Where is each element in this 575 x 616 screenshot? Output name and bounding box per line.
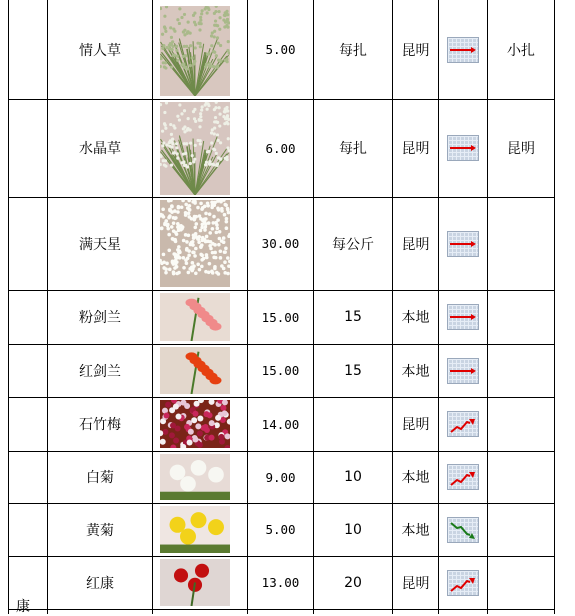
trend-cell <box>439 290 487 344</box>
trend-flat-icon <box>447 231 479 257</box>
trend-up-icon <box>447 570 479 596</box>
flower-photo <box>160 347 230 394</box>
flower-name: 红康 <box>48 556 152 609</box>
unit: 每公斤 <box>314 197 392 290</box>
origin: 昆明 <box>393 556 438 609</box>
table-row <box>0 99 575 197</box>
flower-name: 水晶草 <box>48 99 152 197</box>
unit <box>314 397 392 451</box>
note <box>488 503 554 556</box>
trend-cell <box>439 197 487 290</box>
trend-cell <box>439 99 487 197</box>
table-row <box>0 451 575 503</box>
note <box>488 344 554 397</box>
origin: 昆明 <box>393 197 438 290</box>
trend-flat-icon <box>447 304 479 330</box>
flower-photo <box>160 293 230 341</box>
flower-photo <box>160 200 230 287</box>
table-row <box>0 556 575 609</box>
flower-photo <box>160 6 230 96</box>
flower-photo <box>160 559 230 606</box>
price: 15.00 <box>248 344 313 397</box>
unit: 20 <box>314 556 392 609</box>
trend-up-icon <box>447 464 479 490</box>
unit: 每扎 <box>314 0 392 99</box>
flower-name: 黄菊 <box>48 503 152 556</box>
note <box>488 197 554 290</box>
price: 14.00 <box>248 397 313 451</box>
origin: 昆明 <box>393 99 438 197</box>
table-row <box>0 0 575 99</box>
unit: 15 <box>314 290 392 344</box>
trend-cell <box>439 344 487 397</box>
unit: 10 <box>314 451 392 503</box>
trend-flat-icon <box>447 37 479 63</box>
flower-name: 满天星 <box>48 197 152 290</box>
origin: 本地 <box>393 451 438 503</box>
note <box>488 556 554 609</box>
trend-cell <box>439 556 487 609</box>
price: 30.00 <box>248 197 313 290</box>
note <box>488 451 554 503</box>
flower-photo <box>160 506 230 553</box>
origin: 本地 <box>393 290 438 344</box>
origin: 昆明 <box>393 397 438 451</box>
flower-name: 红剑兰 <box>48 344 152 397</box>
category-label: 康 <box>16 596 30 616</box>
table-row <box>0 344 575 397</box>
trend-down-icon <box>447 517 479 543</box>
table-row <box>0 197 575 290</box>
flower-name: 粉剑兰 <box>48 290 152 344</box>
trend-cell <box>439 503 487 556</box>
note: 小扎 <box>488 0 554 99</box>
price: 5.00 <box>248 503 313 556</box>
flower-name: 白菊 <box>48 451 152 503</box>
origin: 昆明 <box>393 0 438 99</box>
flower-photo <box>160 102 230 195</box>
price: 15.00 <box>248 290 313 344</box>
flower-name: 石竹梅 <box>48 397 152 451</box>
note <box>488 397 554 451</box>
trend-flat-icon <box>447 358 479 384</box>
price: 9.00 <box>248 451 313 503</box>
note <box>488 290 554 344</box>
trend-cell <box>439 451 487 503</box>
flower-photo <box>160 454 230 500</box>
price: 13.00 <box>248 556 313 609</box>
origin: 本地 <box>393 503 438 556</box>
table-row <box>0 503 575 556</box>
grid-line <box>8 609 554 610</box>
note: 昆明 <box>488 99 554 197</box>
flower-photo <box>160 400 230 448</box>
trend-cell <box>439 0 487 99</box>
unit: 每扎 <box>314 99 392 197</box>
trend-flat-icon <box>447 135 479 161</box>
trend-cell <box>439 397 487 451</box>
price: 5.00 <box>248 0 313 99</box>
unit: 15 <box>314 344 392 397</box>
table-row <box>0 290 575 344</box>
trend-up-icon <box>447 411 479 437</box>
table-row <box>0 397 575 451</box>
flower-name: 情人草 <box>48 0 152 99</box>
origin: 本地 <box>393 344 438 397</box>
unit: 10 <box>314 503 392 556</box>
price: 6.00 <box>248 99 313 197</box>
